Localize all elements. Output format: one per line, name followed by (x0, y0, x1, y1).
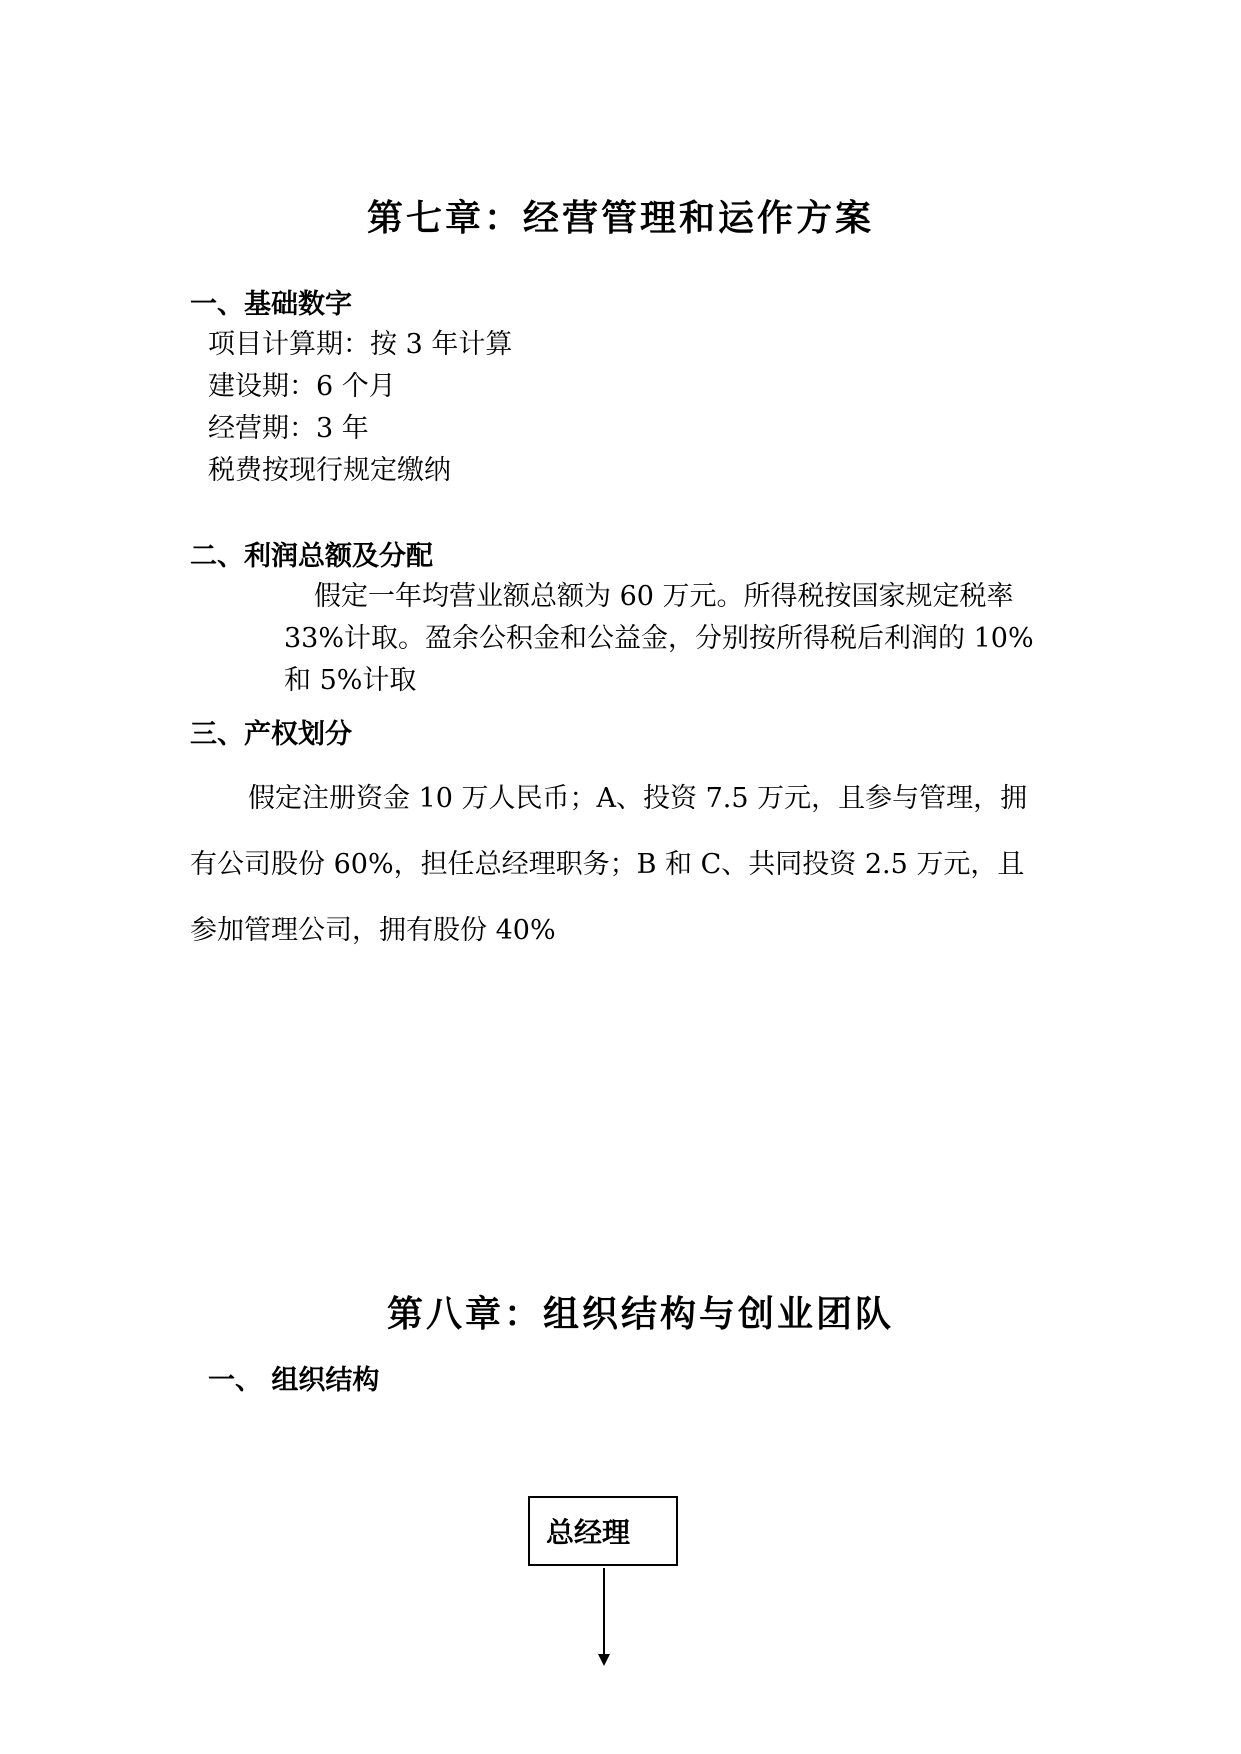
org-chart-down-arrow (596, 1568, 612, 1668)
section-heading-org-structure: 一、 组织结构 (208, 1365, 380, 1396)
ownership-text-line: 参加管理公司，拥有股份 40% (190, 915, 556, 946)
basic-number-line: 项目计算期：按 3 年计算 (208, 329, 513, 360)
chapter-8-title: 第八章：组织结构与创业团队 (386, 1294, 894, 1335)
profit-text-line: 和 5%计取 (284, 665, 417, 696)
org-chart-general-manager-box (528, 1496, 678, 1566)
basic-number-line: 税费按现行规定缴纳 (208, 455, 451, 486)
profit-text-line: 假定一年均营业额总额为 60 万元。所得税按国家规定税率 (314, 581, 1014, 612)
basic-number-line: 经营期：3 年 (208, 413, 369, 444)
profit-text-line: 33%计取。盈余公积金和公益金，分别按所得税后利润的 10% (284, 623, 1034, 654)
chapter-7-title: 第七章：经营管理和运作方案 (366, 198, 874, 239)
ownership-text-line: 假定注册资金 10 万人民币；A、投资 7.5 万元，且参与管理，拥 (248, 783, 1028, 814)
basic-number-line: 建设期：6 个月 (208, 371, 396, 402)
section-heading-basic-numbers: 一、基础数字 (190, 289, 352, 320)
section-heading-ownership: 三、产权划分 (190, 719, 352, 750)
section-heading-profit: 二、利润总额及分配 (190, 541, 433, 572)
org-chart-general-manager-label: 总经理 (546, 1516, 631, 1549)
ownership-text-line: 有公司股份 60%，担任总经理职务；B 和 C、共同投资 2.5 万元，且 (190, 849, 1025, 880)
